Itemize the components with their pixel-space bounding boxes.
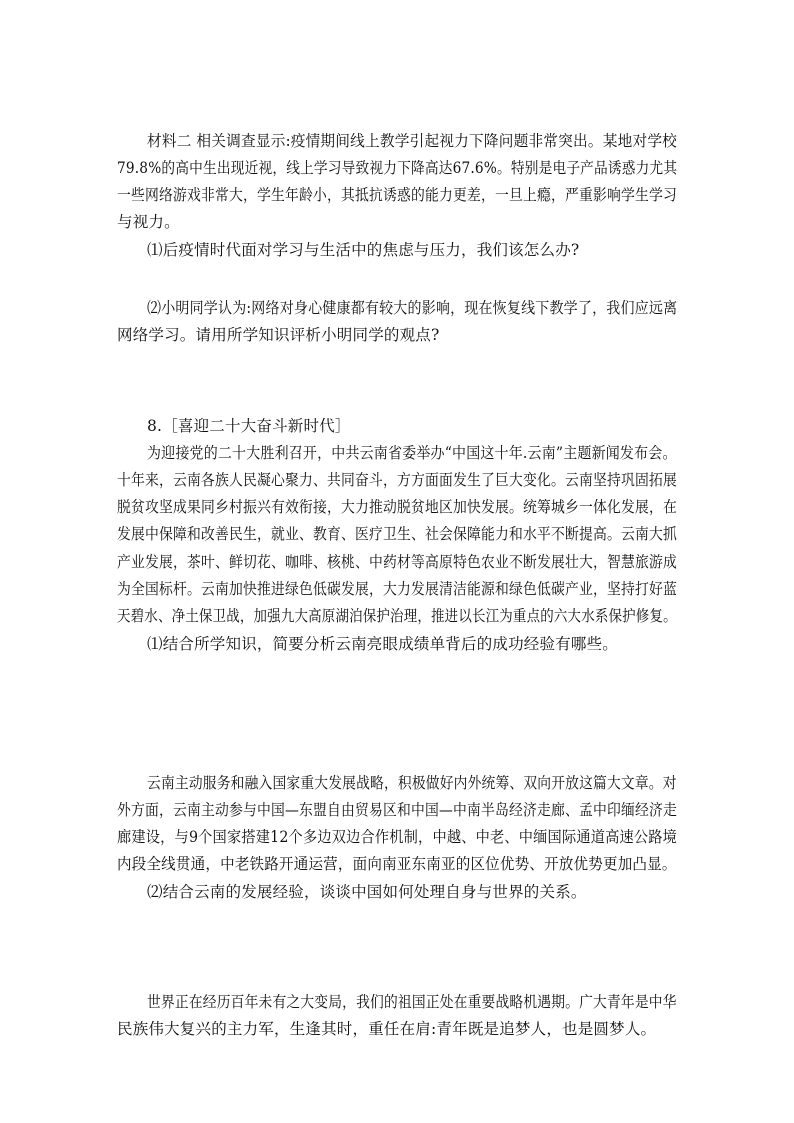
material2-line-4: 与视力。 bbox=[117, 213, 180, 231]
q8-para1-line-5: 产业发展，茶叶、鲜切花、咖啡、核桃、中药材等高原特色农业不断发展壮大，智慧旅游成 bbox=[117, 553, 678, 571]
material2-question-2-line-2: 网络学习。请用所学知识评析小明同学的观点? bbox=[117, 326, 440, 344]
material2-line-1: 材料二 相关调查显示:疫情期间线上教学引起视力下降问题非常突出。某地对学校 bbox=[147, 132, 678, 150]
q8-para2-line-2: 外方面，云南主动参与中国—东盟自由贸易区和中国—中南半岛经济走廊、孟中印缅经济走 bbox=[117, 801, 678, 819]
q8-para1-line-7: 天碧水、净土保卫战，加强九大高原湖泊保护治理，推进以长江为重点的六大水系保护修复。 bbox=[117, 607, 677, 625]
q8-para1-line-4: 发展中保障和改善民生，就业、教育、医疗卫生、社会保障能力和水平不断提高。云南大抓 bbox=[117, 525, 678, 543]
material2-line-2: 79.8%的高中生出现近视，线上学习导致视力下降高达67.6%。特别是电子产品诱惑力尤其 bbox=[117, 159, 678, 177]
material2-question-2-line-1: ⑵小明同学认为:网络对身心健康都有较大的影响，现在恢复线下教学了，我们应远离 bbox=[147, 299, 678, 317]
q8-question-2: ⑵结合云南的发展经验，谈谈中国如何处理自身与世界的关系。 bbox=[147, 883, 587, 901]
question-8-heading: 8.［喜迎二十大奋斗新时代］ bbox=[147, 417, 351, 435]
q8-para2-line-3: 廊建设，与9个国家搭建12个多边双边合作机制，中越、中老、中缅国际通道高速公路境 bbox=[117, 828, 678, 846]
q8-para1-line-1: 为迎接党的二十大胜利召开，中共云南省委举办“中国这十年.云南”主题新闻发布会。 bbox=[147, 444, 677, 462]
q8-para2-line-1: 云南主动服务和融入国家重大发展战略，积极做好内外统筹、双向开放这篇大文章。对 bbox=[147, 774, 677, 792]
q8-question-1: ⑴结合所学知识，简要分析云南亮眼成绩单背后的成功经验有哪些。 bbox=[147, 635, 619, 653]
material2-question-1: ⑴后疫情时代面对学习与生活中的焦虑与压力，我们该怎么办? bbox=[147, 241, 580, 259]
q8-para1-line-3: 脱贫攻坚成果同乡村振兴有效衔接，大力推动脱贫地区加快发展。统筹城乡一体化发展，在 bbox=[117, 498, 678, 516]
material2-line-3: 一些网络游戏非常大，学生年龄小，其抵抗诱惑的能力更差，一旦上瘾，严重影响学生学习 bbox=[117, 186, 678, 204]
q8-para1-line-6: 为全国标杆。云南加快推进绿色低碳发展，大力发展清洁能源和绿色低碳产业，坚持打好蓝 bbox=[117, 580, 678, 598]
q8-para3-line-2: 民族伟大复兴的主力军，生逢其时，重任在肩:青年既是追梦人，也是圆梦人。 bbox=[117, 1020, 657, 1038]
q8-para3-line-1: 世界正在经历百年未有之大变局，我们的祖国正处在重要战略机遇期。广大青年是中华 bbox=[147, 993, 677, 1011]
q8-para2-line-4: 内段全线贯通，中老铁路开通运营，面向南亚东南亚的区位优势、开放优势更加凸显。 bbox=[117, 855, 677, 873]
q8-para1-line-2: 十年来，云南各族人民凝心聚力、共同奋斗，方方面面发生了巨大变化。云南坚持巩固拓展 bbox=[117, 471, 678, 489]
